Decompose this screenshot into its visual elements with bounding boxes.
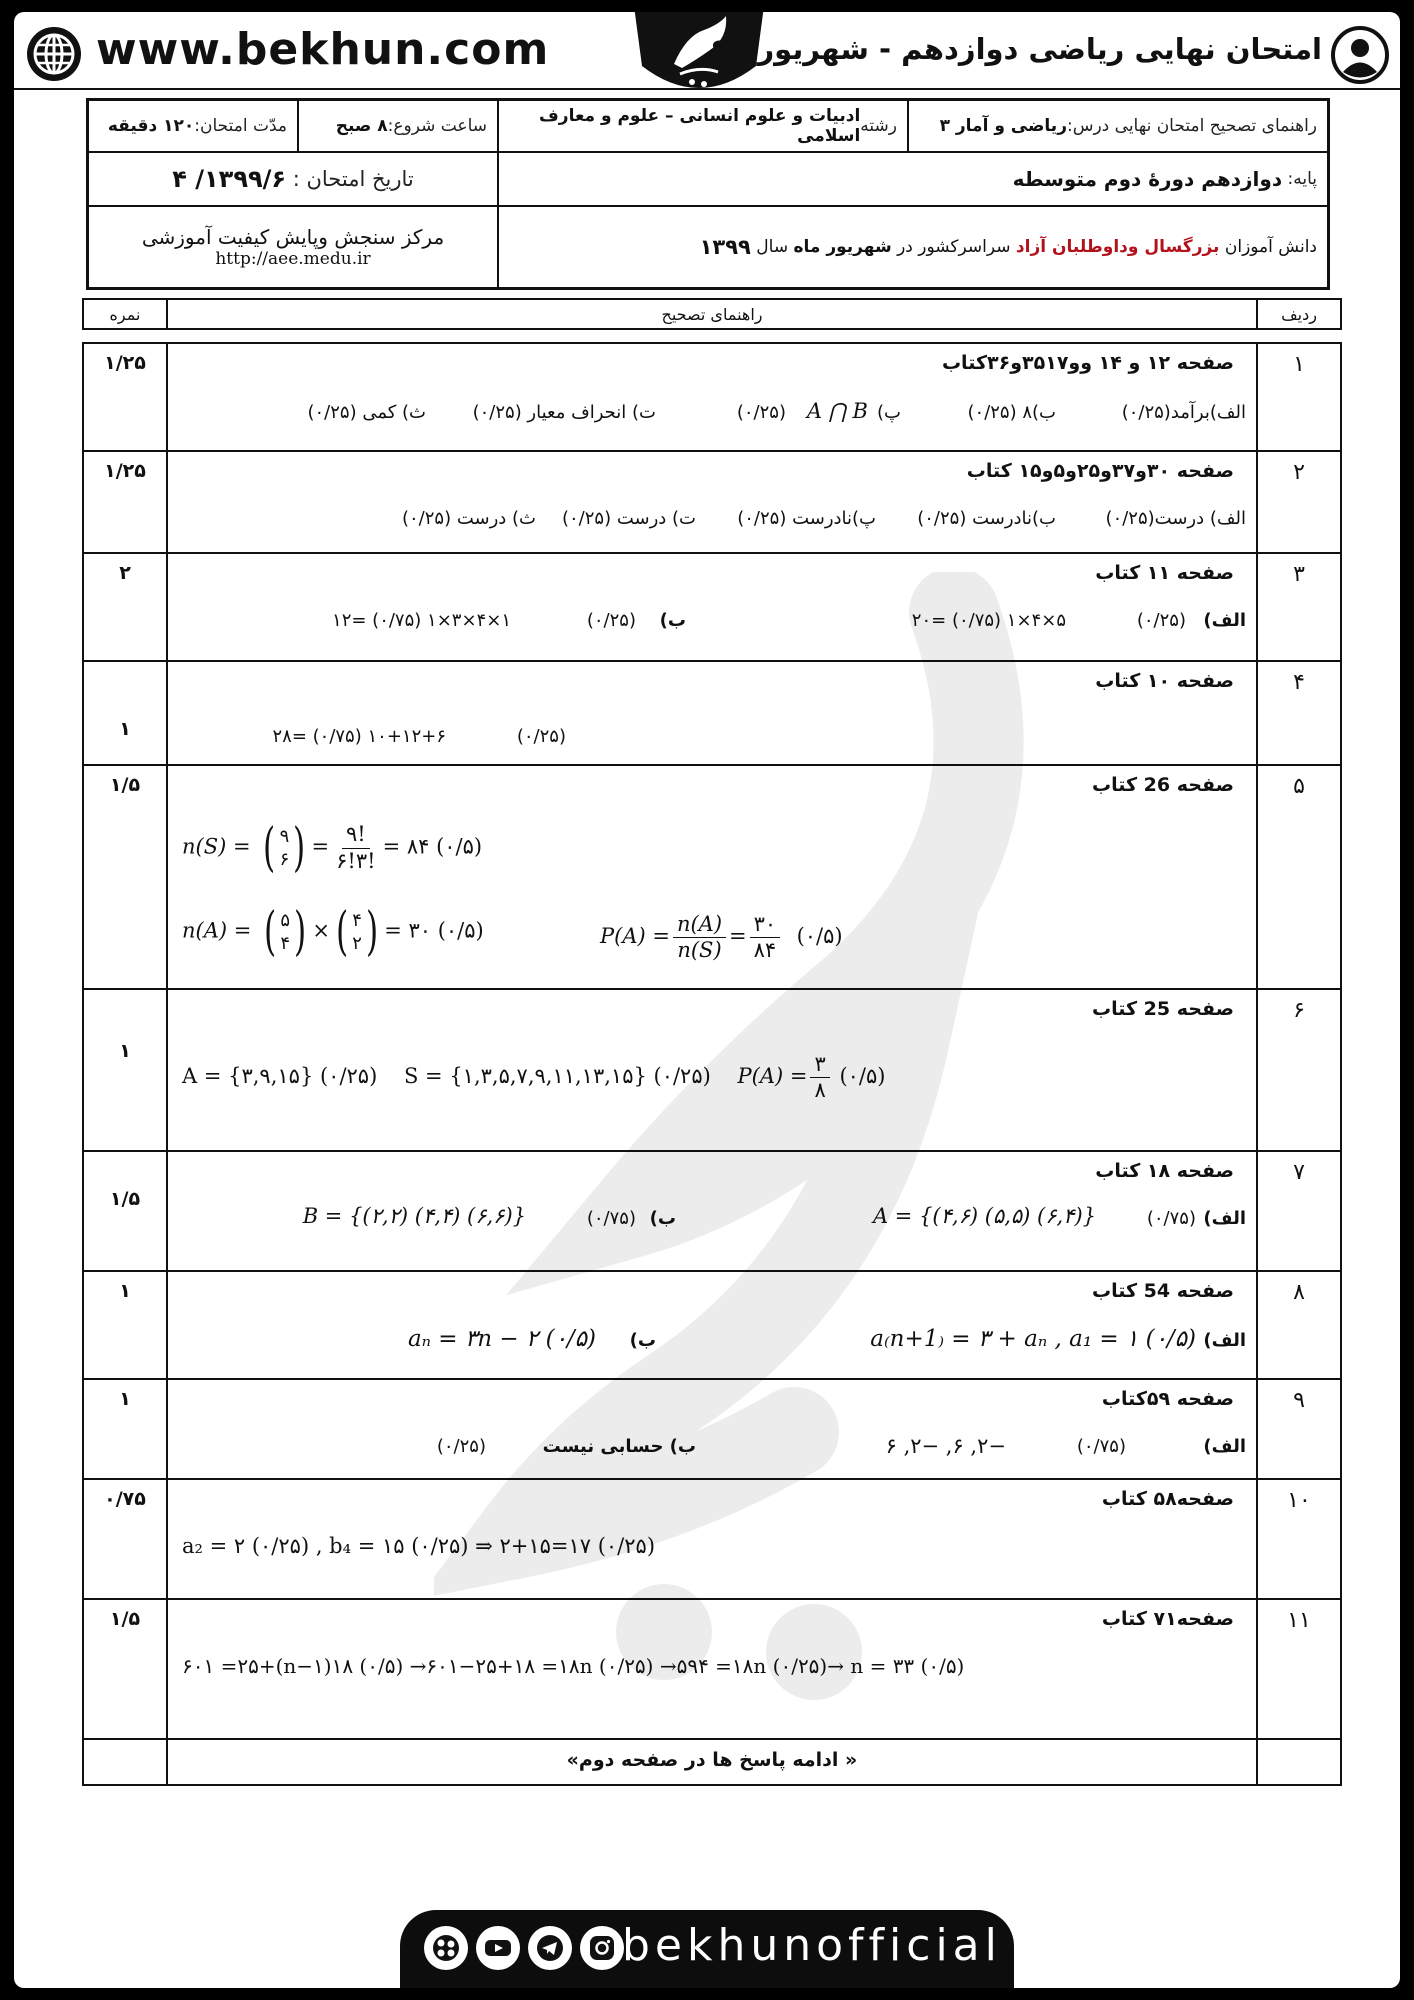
continuation-note: « ادامه پاسخ ها در صفحه دوم» (566, 1749, 858, 1771)
table-row: ۲ صفحه ۳۰و۳۷و۲۵و۵و۱۵ کتاب الف) درست(۰/۲۵) ب)نادرست (۰/۲۵) پ)نادرست (۰/۲۵) ت) درست (۰/۲۵) ث) درست (۰/۲۵) ۱/۲۵ (84, 452, 1340, 554)
date-cell: تاریخ امتحان : ۱۳۹۹/۶/ ۴ (88, 152, 498, 206)
p-a-formula: P(A) = $\frac{n(A)}{n(S)}$ = $\frac{۳۰}{۸۴}$ (۰/۵) (600, 912, 843, 963)
center-cell (88, 206, 498, 288)
globe-icon[interactable] (26, 26, 82, 82)
col-row: ردیف (1256, 300, 1340, 328)
course-name: ریاضی و آمار ۳ (939, 116, 1067, 136)
col-guide: راهنمای تصحیح (661, 304, 763, 324)
social-handle[interactable]: bekhunofficial (622, 1920, 1002, 1971)
duration-cell: مدّت امتحان: ۱۲۰ دقیقه (88, 100, 298, 152)
table-header (82, 298, 1342, 330)
telegram-icon[interactable] (528, 1926, 572, 1970)
table-row: ۶ صفحه 25 کتاب A = {۳,۹,۱۵} (۰/۲۵) S = {۱,۳,۵,۷,۹,۱۱,۱۳,۱۵} (۰/۲۵) P(A) = $\frac{۳}{۸}$ (۰/۵) ۱ (84, 990, 1340, 1152)
watermark-logo-icon (434, 572, 1074, 1752)
table-row: ۳ صفحه ۱۱ کتاب الف) (۰/۲۵) ۵×۴×۱ (۰/۷۵) =۲۰ ب) (۰/۲۵) ۱×۴×۳×۱ (۰/۷۵) =۱۲ ۲ (84, 554, 1340, 662)
aparat-icon[interactable] (424, 1926, 468, 1970)
user-icon[interactable] (1330, 25, 1390, 85)
page-title: امتحان نهایی ریاضی دوازدهم - شهریور ۹۹ (711, 32, 1322, 66)
col-score: نمره (84, 300, 168, 328)
grade: دوازدهم دورهٔ دوم متوسطه (1012, 167, 1283, 191)
course-cell: راهنمای تصحیح امتحان نهایی درس: ریاضی و آمار ۳ (908, 100, 1328, 152)
table-row: ۱ صفحه ۱۲ و ۱۴ وو۳۵۱۷و۳۶کتاب الف)برآمد(۰/۲۵) ب)۸ (۰/۲۵) پ) A ⋂ B (۰/۲۵) ت) انحراف معیار (۰/۲۵) ث) کمی (۰/۲۵) ۱/۲۵ (84, 344, 1340, 452)
social-footer (400, 1910, 1014, 1988)
n-s-formula: n(S) = ( ۹ ۶ ) = $\frac{۹!}{۶!۳!}$ = ۸۴ (۰/۵) (182, 818, 483, 878)
youtube-icon[interactable] (476, 1926, 520, 1970)
table-row: ۱۰ صفحه۵۸ کتاب a₂ = ۲ (۰/۲۵) , b₄ = ۱۵ (۰/۲۵) ⇒ ۲+۱۵=۱۷ (۰/۲۵) ۰/۷۵ (84, 1480, 1340, 1600)
instagram-icon[interactable] (580, 1926, 624, 1970)
center-url[interactable]: http://aee.medu.ir (215, 249, 371, 269)
table-row: ۸ صفحه 54 کتاب الف) a₍n+1₎ = ۳ + aₙ , a₁ = ۱ (۰/۵) ب) aₙ = ۳n − ۲ (۰/۵) ۱ (84, 1272, 1340, 1380)
grade-cell: پایه: دوازدهم دورهٔ دوم متوسطه (498, 152, 1328, 206)
students-type: بزرگسال وداوطلبان آزاد (1015, 237, 1220, 257)
table-row: ۱۱ صفحه۷۱ کتاب ۶۰۱ =۲۵+(n−۱)۱۸ (۰/۵) →۶۰۱−۲۵+۱۸ =۱۸n (۰/۲۵) →۵۹۴ =۱۸n (۰/۲۵)→ n = ۳۳ (۰/۵) ۱/۵ (84, 1600, 1340, 1740)
site-header (14, 12, 1400, 90)
n-a-formula: n(A) = ( ۵ ۴ ) × ( ۴ ۲ ) = ۳۰ (۰/۵) (182, 902, 484, 962)
start-time: ۸ صبح (335, 116, 388, 136)
center-name: مرکز سنجش وپایش کیفیت آموزشی (141, 225, 445, 249)
site-url[interactable]: www.bekhun.com (96, 24, 550, 75)
start-time-cell: ساعت شروع: ۸ صبح (298, 100, 498, 152)
answer-sheet-page (14, 12, 1400, 1988)
students-cell: دانش آموزان بزرگسال وداوطلبان آزاد سراسرکشور در شهریور ماه سال ۱۳۹۹ (498, 206, 1328, 288)
field-name: ادبیات و علوم انسانی – علوم و معارف اسلامی (539, 106, 861, 146)
table-row: ۴ صفحه ۱۰ کتاب (۰/۲۵) ۱۰+۱۲+۶ (۰/۷۵) =۲۸ ۱ (84, 662, 1340, 766)
field-cell: رشته ادبیات و علوم انسانی – علوم و معارف اسلامی (498, 100, 908, 152)
table-row: ۹ صفحه ۵۹کتاب الف) (۰/۷۵) ۶ ,۲− ,۶ ,۲− ب) حسابی نیست (۰/۲۵) ۱ (84, 1380, 1340, 1480)
exam-info-box (86, 98, 1330, 290)
table-row: ۵ صفحه 26 کتاب n(S) = ( ۹ ۶ ) = $\frac{۹!}{۶!۳!}$ = ۸۴ (۰/۵) n(A) = ( ۵ ۴ ) × ( ۴ ۲ ) = ۳۰ (۰/۵) P(A) = $\frac{n(A)}{n(S)}$ = $\frac{۳۰}{۸۴}$ (۰/۵) ۱/۵ (84, 766, 1340, 990)
exam-date: ۱۳۹۹/۶/ ۴ (172, 165, 287, 193)
duration: ۱۲۰ دقیقه (107, 116, 195, 136)
table-row: ۷ صفحه ۱۸ کتاب الف) (۰/۷۵) A = {(۴,۶) (۵,۵) (۶,۴)} ب) (۰/۷۵) B = {(۲,۲) (۴,۴) (۶,۶)} ۱/۵ (84, 1152, 1340, 1272)
